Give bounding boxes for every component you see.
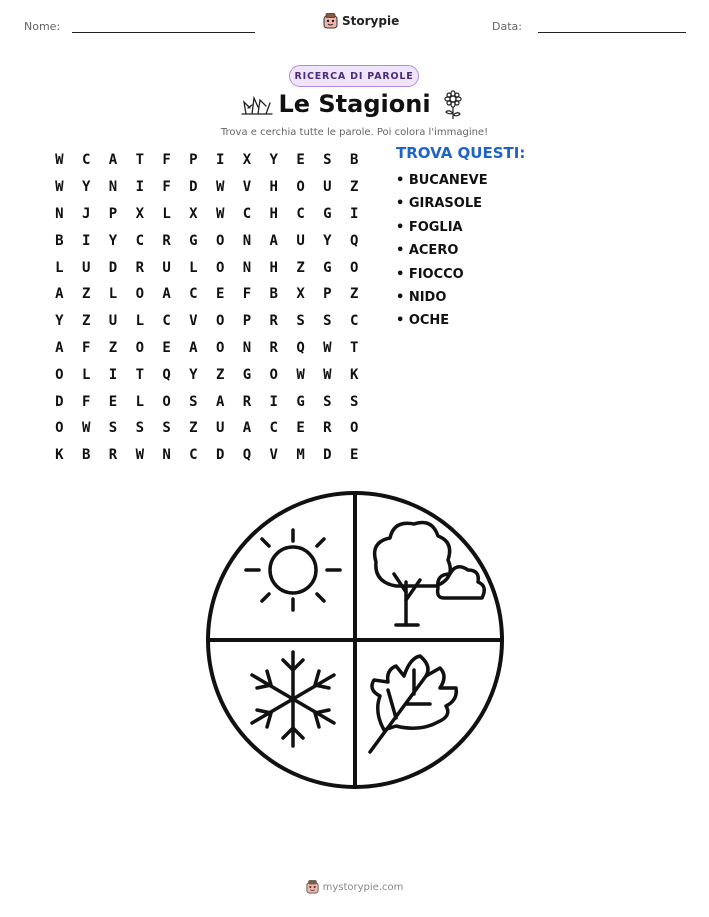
grid-cell[interactable]: T (349, 339, 359, 356)
grid-cell[interactable]: X (135, 205, 144, 222)
grid-cell[interactable]: Q (296, 339, 305, 356)
grid-cell[interactable]: O (55, 366, 64, 383)
grid-cell[interactable]: P (108, 205, 118, 222)
grid-cell[interactable]: W (215, 205, 225, 222)
grid-cell[interactable]: B (81, 447, 91, 464)
footer (0, 880, 709, 894)
date-label: Data: (492, 20, 522, 33)
grid-cell[interactable]: W (135, 447, 144, 464)
grid-cell[interactable]: C (189, 286, 198, 303)
grid-cell[interactable]: O (162, 393, 171, 410)
grid-cell[interactable]: R (242, 393, 252, 410)
grid-cell[interactable]: X (242, 152, 252, 169)
leaf-icon (370, 656, 456, 752)
grid-cell[interactable]: G (242, 366, 252, 383)
storypie-mascot-icon (323, 13, 338, 29)
grid-cell[interactable]: O (215, 259, 225, 276)
grid-cell[interactable]: Y (269, 152, 278, 169)
word-list-item: • BUCANEVE (396, 173, 488, 188)
word-list-item: • ACERO (396, 243, 459, 259)
name-label: Nome: (24, 20, 61, 33)
grid-cell[interactable]: C (242, 205, 252, 222)
grid-cell[interactable]: B (55, 232, 64, 249)
grid-cell[interactable]: S (135, 420, 144, 437)
grid-cell[interactable]: P (323, 286, 332, 303)
footer-site-link[interactable]: mystorypie.com (322, 881, 404, 893)
grid-cell[interactable]: W (296, 366, 305, 383)
grid-cell[interactable]: Z (108, 339, 118, 356)
grid-cell[interactable]: S (323, 313, 332, 330)
grid-cell[interactable]: S (189, 393, 198, 410)
grid-cell[interactable]: Q (162, 366, 171, 383)
sun-icon (246, 530, 340, 610)
grid-cell[interactable]: C (135, 232, 144, 249)
grid-cell[interactable]: H (269, 179, 278, 196)
grid-cell[interactable]: A (108, 152, 118, 169)
grid-cell[interactable]: L (81, 366, 91, 383)
storypie-mascot-icon (306, 880, 319, 894)
word-list-item: • FOGLIA (396, 219, 463, 235)
brand-name: Storypie (342, 14, 400, 28)
word-list-title: TROVA QUESTI: (396, 144, 526, 162)
grid-cell[interactable]: D (323, 447, 332, 464)
grid-cell[interactable]: O (55, 420, 64, 437)
grid-cell[interactable]: S (162, 420, 171, 437)
grid-cell[interactable]: R (108, 447, 118, 464)
grid-cell[interactable]: F (162, 152, 171, 169)
grid-cell[interactable]: Q (349, 232, 359, 249)
grid-cell[interactable]: A (55, 339, 64, 356)
word-list-item: • GIRASOLE (396, 196, 482, 212)
grid-cell[interactable]: E (162, 339, 171, 356)
grid-cell[interactable]: C (269, 420, 278, 437)
grid-cell[interactable]: Y (81, 179, 91, 196)
grid-cell[interactable]: I (108, 366, 118, 383)
word-list-item: • OCHE (396, 313, 450, 329)
grid-cell[interactable]: Z (81, 286, 91, 303)
brand-logo (323, 13, 399, 29)
worksheet-type-badge: RICERCA DI PAROLE (289, 65, 419, 87)
grid-cell[interactable]: M (296, 447, 305, 464)
grid-cell[interactable]: W (55, 152, 64, 169)
grid-cell[interactable]: N (242, 232, 252, 249)
word-search-grid[interactable] (46, 147, 368, 469)
grid-cell[interactable]: N (162, 447, 171, 464)
grid-cell[interactable]: U (215, 420, 225, 437)
grid-cell[interactable]: H (269, 259, 278, 276)
grid-cell[interactable]: A (189, 339, 198, 356)
grid-cell[interactable]: G (323, 259, 332, 276)
grid-cell[interactable]: X (189, 205, 198, 222)
grid-cell[interactable]: U (323, 179, 332, 196)
grid-cell[interactable]: W (55, 179, 64, 196)
grid-cell[interactable]: R (162, 232, 171, 249)
grid-cell[interactable]: G (296, 393, 305, 410)
grid-cell[interactable]: K (55, 447, 64, 464)
grid-cell[interactable]: W (215, 179, 225, 196)
grid-cell[interactable]: L (55, 259, 64, 276)
grid-cell[interactable]: T (135, 366, 144, 383)
grid-cell[interactable]: U (162, 259, 171, 276)
grid-cell[interactable]: N (242, 259, 252, 276)
grid-cell[interactable]: A (55, 286, 64, 303)
grid-cell[interactable]: Z (215, 366, 225, 383)
grid-cell[interactable]: C (349, 313, 359, 330)
grid-cell[interactable]: D (108, 259, 118, 276)
word-list (396, 172, 488, 336)
seasons-circle-illustration[interactable] (200, 490, 510, 796)
grid-cell[interactable]: U (81, 259, 91, 276)
grid-cell[interactable]: L (108, 286, 118, 303)
grid-cell[interactable]: L (135, 313, 144, 330)
grid-cell[interactable]: A (215, 393, 225, 410)
grid-cell[interactable]: L (189, 259, 198, 276)
grid-cell[interactable]: Z (349, 179, 359, 196)
grid-cell[interactable]: Z (296, 259, 305, 276)
name-line[interactable] (72, 32, 255, 33)
grid-cell[interactable]: Y (108, 232, 118, 249)
grid-cell[interactable]: F (81, 339, 91, 356)
grid-cell[interactable]: C (189, 447, 198, 464)
grid-cell[interactable]: R (269, 313, 278, 330)
grid-cell[interactable]: W (323, 339, 332, 356)
grid-cell[interactable]: Z (81, 313, 91, 330)
grid-cell[interactable]: E (349, 447, 359, 464)
grid-cell[interactable]: N (108, 179, 118, 196)
grid-cell[interactable]: R (135, 259, 144, 276)
grid-cell[interactable]: G (323, 205, 332, 222)
grid-cell[interactable]: L (162, 205, 171, 222)
grid-cell[interactable]: K (349, 366, 359, 383)
grid-cell[interactable]: N (242, 339, 252, 356)
grid-cell[interactable]: I (215, 152, 225, 169)
grid-cell[interactable]: A (242, 420, 252, 437)
grid-cell[interactable]: E (296, 420, 305, 437)
grid-cell[interactable]: I (135, 179, 144, 196)
grid-cell[interactable]: S (349, 393, 359, 410)
grid-cell[interactable]: A (162, 286, 171, 303)
grid-cell[interactable]: A (269, 232, 278, 249)
grid-cell[interactable]: V (242, 179, 252, 196)
grid-cell[interactable]: F (162, 179, 171, 196)
grid-cell[interactable]: D (189, 179, 198, 196)
grid-cell[interactable]: O (135, 339, 144, 356)
grid-cell[interactable]: U (108, 313, 118, 330)
snowflake-icon (252, 652, 334, 746)
grid-cell[interactable]: O (269, 366, 278, 383)
grid-cell[interactable]: O (215, 313, 225, 330)
word-list-item: • NIDO (396, 289, 447, 305)
grid-cell[interactable]: O (349, 259, 359, 276)
grid-cell[interactable]: T (135, 152, 144, 169)
grid-cell[interactable]: S (323, 393, 332, 410)
word-list-item: • FIOCCO (396, 266, 464, 282)
grid-cell[interactable]: P (189, 152, 198, 169)
grid-cell[interactable]: P (242, 313, 252, 330)
grid-cell[interactable]: Y (189, 366, 198, 383)
grid-cell[interactable]: O (349, 420, 359, 437)
grid-cell[interactable]: V (269, 447, 278, 464)
grid-cell[interactable]: B (349, 152, 359, 169)
grid-cell[interactable]: C (296, 205, 305, 222)
grid-cell[interactable]: Y (55, 313, 64, 330)
tree-icon (375, 523, 485, 626)
date-line[interactable] (538, 32, 686, 33)
grid-cell[interactable]: F (81, 393, 91, 410)
grid-cell[interactable]: L (135, 393, 144, 410)
grid-cell[interactable]: F (242, 286, 252, 303)
grid-cell[interactable]: E (296, 152, 305, 169)
sunflower-icon (440, 90, 466, 120)
grid-cell[interactable]: Y (323, 232, 332, 249)
grid-cell[interactable]: O (296, 179, 305, 196)
grid-cell[interactable]: D (55, 393, 64, 410)
grid-cell[interactable]: J (81, 205, 91, 222)
grid-cell[interactable]: V (189, 313, 198, 330)
grid-cell[interactable]: O (215, 339, 225, 356)
grid-cell[interactable]: Q (242, 447, 252, 464)
page-title: Le Stagioni (278, 90, 431, 118)
grid-cell[interactable]: H (269, 205, 278, 222)
grid-cell[interactable]: I (349, 205, 359, 222)
grid-cell[interactable]: O (215, 232, 225, 249)
grid-cell[interactable]: Z (349, 286, 359, 303)
grid-cell[interactable]: E (108, 393, 118, 410)
grid-cell[interactable]: W (81, 420, 91, 437)
grid-cell[interactable]: I (269, 393, 278, 410)
grid-cell[interactable]: R (269, 339, 278, 356)
grid-cell[interactable]: D (215, 447, 225, 464)
instructions: Trova e cerchia tutte le parole. Poi colora l'immagine! (220, 127, 489, 138)
grid-cell[interactable]: S (323, 152, 332, 169)
grid-cell[interactable]: X (296, 286, 305, 303)
grid-cell[interactable]: R (323, 420, 332, 437)
grid-cell[interactable]: W (323, 366, 332, 383)
grid-cell[interactable]: C (81, 152, 91, 169)
grid-cell[interactable]: C (162, 313, 171, 330)
grid-cell[interactable]: G (189, 232, 198, 249)
grid-cell[interactable]: O (135, 286, 144, 303)
grid-cell[interactable]: S (108, 420, 118, 437)
grid-cell[interactable]: U (296, 232, 305, 249)
grid-cell[interactable]: I (81, 232, 91, 249)
grid-cell[interactable]: S (296, 313, 305, 330)
grid-cell[interactable]: B (269, 286, 278, 303)
grid-cell[interactable]: E (215, 286, 225, 303)
grid-cell[interactable]: Z (189, 420, 198, 437)
grid-cell[interactable]: N (55, 205, 64, 222)
